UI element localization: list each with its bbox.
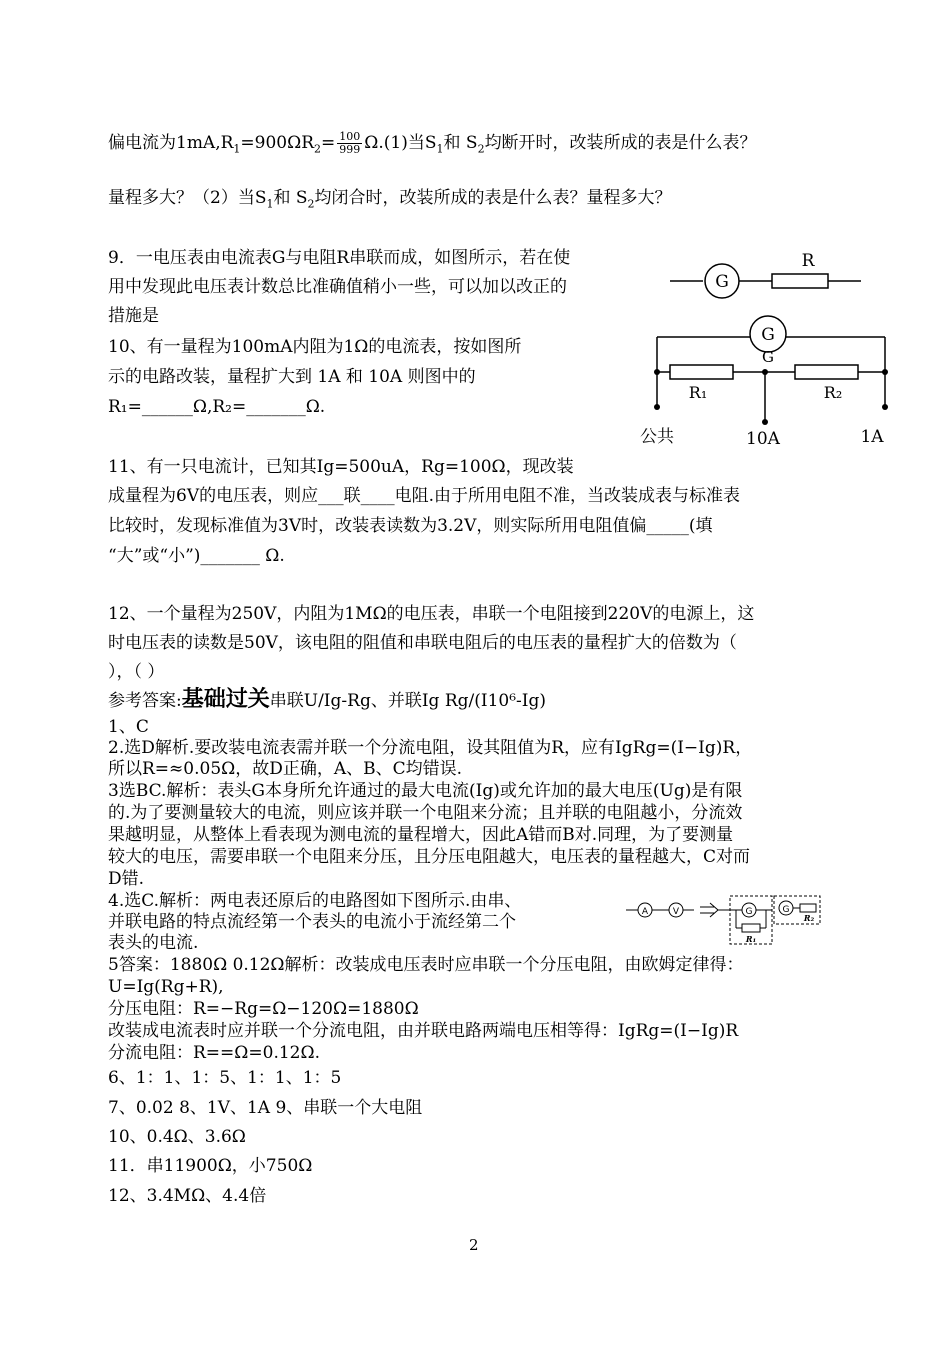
answer-5-line3: 分压电阻：R=−Rg=Ω−120Ω=1880Ω (108, 999, 419, 1019)
galvanometer-label: G (715, 272, 729, 292)
junction-dot (654, 369, 660, 375)
answer-4-line2: 并联电路的特点流经第一个表头的电流小于流经第二个 (108, 912, 516, 932)
answer-4-line1: 4.选C.解析：两电表还原后的电路图如下图所示.由串、 (108, 891, 522, 911)
q11-line2: 成量程为6V的电压表，则应___联____电阻.由于所用电阻不准，当改装成表与标准表 (108, 486, 740, 506)
shunt-resistor-label: R₁ (745, 934, 757, 944)
answer-3-line5: D错. (108, 869, 145, 889)
q8-line1: 偏电流为$1mA,R_1=900\Omega R_2=$ $\frac{100}{999}$ Ω.(1)当$S_1$和 $S_2$均断开时，改装所成的表是什么表？ (108, 130, 757, 156)
shunt-resistor-icon (742, 924, 760, 932)
answer-7-8-9: 7、0.02 8、1V、1A 9、串联一个大电阻 (108, 1098, 423, 1118)
answer-11: 11．串11900Ω，小750Ω (108, 1156, 313, 1176)
fraction-numerator: 100 (339, 130, 361, 143)
q12-line2: 时电压表的读数是50V，该电阻的阻值和串联电阻后的电压表的量程扩大的倍数为（ (108, 633, 737, 653)
galvanometer-label: G (745, 907, 753, 917)
galvanometer-label: G (761, 325, 775, 345)
voltmeter-label: V (672, 907, 680, 917)
q11-line1: 11、有一只电流计，已知其Ig=500uA，Rg=100Ω，现改装 (108, 457, 574, 477)
answer-1: 1、C (108, 717, 149, 737)
q10-line2: 示的电路改装，量程扩大到 1A 和 10A 则图中的 (108, 367, 476, 387)
resistor-r2-label: R₂ (823, 383, 843, 402)
ammeter-circuit-diagram (630, 312, 900, 452)
answer-2-line1: 2.选D解析.要改装电流表需并联一个分流电阻，设其阻值为R，应有IgRg=(I−Ig)R， (108, 738, 753, 758)
q9-line1: 9．一电压表由电流表G与电阻R串联而成，如图所示，若在使 (108, 248, 571, 268)
q11-line4: “大”或“小”)_______ Ω. (108, 546, 285, 566)
answer-5-line1: 5答案：1880Ω 0.12Ω解析：改装成电压表时应串联一个分压电阻，由欧姆定律得： (108, 955, 744, 975)
text-seg: 和 S (273, 188, 308, 208)
terminal-1a (882, 404, 888, 410)
resistor-icon (772, 274, 828, 288)
answer-4-line3: 表头的电流. (108, 933, 199, 953)
q12-line3: ），（ ） (108, 662, 165, 682)
arrow-head-icon (710, 903, 718, 917)
terminal-1a-label: 1A (860, 427, 884, 447)
junction-dot (882, 369, 888, 375)
fraction-denominator: 999 (339, 143, 361, 156)
terminal-10a-label: 10A (746, 429, 780, 449)
terminal-10a (762, 419, 768, 425)
series-resistor-label: R₂ (803, 913, 815, 923)
q10-line1: 10、有一量程为100mA内阻为1Ω的电流表，按如图所 (108, 337, 522, 357)
q12-line1: 12、一个量程为250V，内阻为1MΩ的电压表，串联一个电阻接到220V的电源上，这 (108, 604, 755, 624)
answers-label: 参考答案: (108, 691, 182, 711)
ammeter-label: A (641, 907, 649, 917)
answer-5-line5: 分流电阻：R==Ω=0.12Ω. (108, 1043, 320, 1063)
text-seg: 均闭合时，改装所成的表是什么表？量程多大？ (314, 188, 672, 208)
fraction (337, 131, 362, 156)
text-seg: = (321, 133, 336, 153)
text-seg: 均断开时，改装所成的表是什么表？ (484, 133, 757, 153)
answer-12: 12、3.4MΩ、4.4倍 (108, 1186, 267, 1206)
terminal-common (654, 404, 660, 410)
terminal-common-label: 公共 (640, 427, 674, 447)
voltmeter-circuit-diagram (665, 248, 865, 308)
series-resistor-icon (800, 904, 816, 912)
text-seg: Ω.(1)当S (364, 133, 437, 153)
resistor-r2-icon (795, 365, 858, 379)
page-number: 2 (469, 1236, 479, 1254)
answer-3-line1: 3选BC.解析：表头G本身所允许通过的最大电流(Ig)或允许加的最大电压(Ug)是有限 (108, 781, 743, 801)
answers-section-title: 基础过关 (181, 687, 270, 712)
q8-line2: 量程多大？（2）当$S_1$和 $S_2$均闭合时，改装所成的表是什么表？量程多大？ (108, 188, 672, 211)
q9-line3: 措施是 (108, 306, 159, 326)
answer-2-line2: 所以R=≈0.05Ω，故D正确，A、B、C均错误. (108, 759, 463, 779)
resistor-r1-label: R₁ (688, 383, 708, 402)
q11-line3: 比较时，发现标准值为3V时，改装表读数为3.2V，则实际所用电阻值偏_____(填 (108, 516, 713, 536)
text-seg: =900ΩR (240, 133, 315, 153)
q10-line3: R₁=______Ω,R₂=_______Ω. (108, 397, 326, 417)
answers-heading (108, 687, 547, 712)
text-seg: 和 S (443, 133, 478, 153)
q9-line2: 用中发现此电压表计数总比准确值稍小一些，可以加以改正的 (108, 277, 567, 297)
resistor-r1-icon (670, 365, 733, 379)
answer-10: 10、0.4Ω、3.6Ω (108, 1127, 246, 1147)
answer-3-line3: 果越明显，从整体上看表现为测电流的量程增大，因此A错而B对.同理，为了要测量 (108, 825, 734, 845)
meter-equivalent-diagram (622, 890, 850, 948)
answer-3-line4: 较大的电压，需要串联一个电阻来分压，且分压电阻越大，电压表的量程越大，C对而 (108, 847, 751, 867)
answer-5-line4: 改装成电流表时应并联一个分流电阻，由并联电路两端电压相等得：IgRg=(I−Ig)R (108, 1021, 739, 1041)
junction-dot (762, 369, 768, 375)
galvanometer-label: G (782, 905, 790, 915)
galvanometer-sublabel: G (762, 348, 774, 366)
answer-5-line2: U=Ig(Rg+R), (108, 977, 224, 997)
text-seg: 量程多大？（2）当S (108, 188, 267, 208)
resistor-label: R (801, 251, 815, 271)
answer-3-line2: 的.为了要测量较大的电流，则应该并联一个电阻来分流；且并联的电阻越小，分流效 (108, 803, 743, 823)
answer-6: 6、1：1、1：5、1：1、1：5 (108, 1068, 342, 1088)
text-seg: 偏电流为1mA,R (108, 133, 234, 153)
answers-formula: 串联U/Ig-Rg、并联Ig Rg/(I10⁶-Ig) (269, 691, 547, 711)
